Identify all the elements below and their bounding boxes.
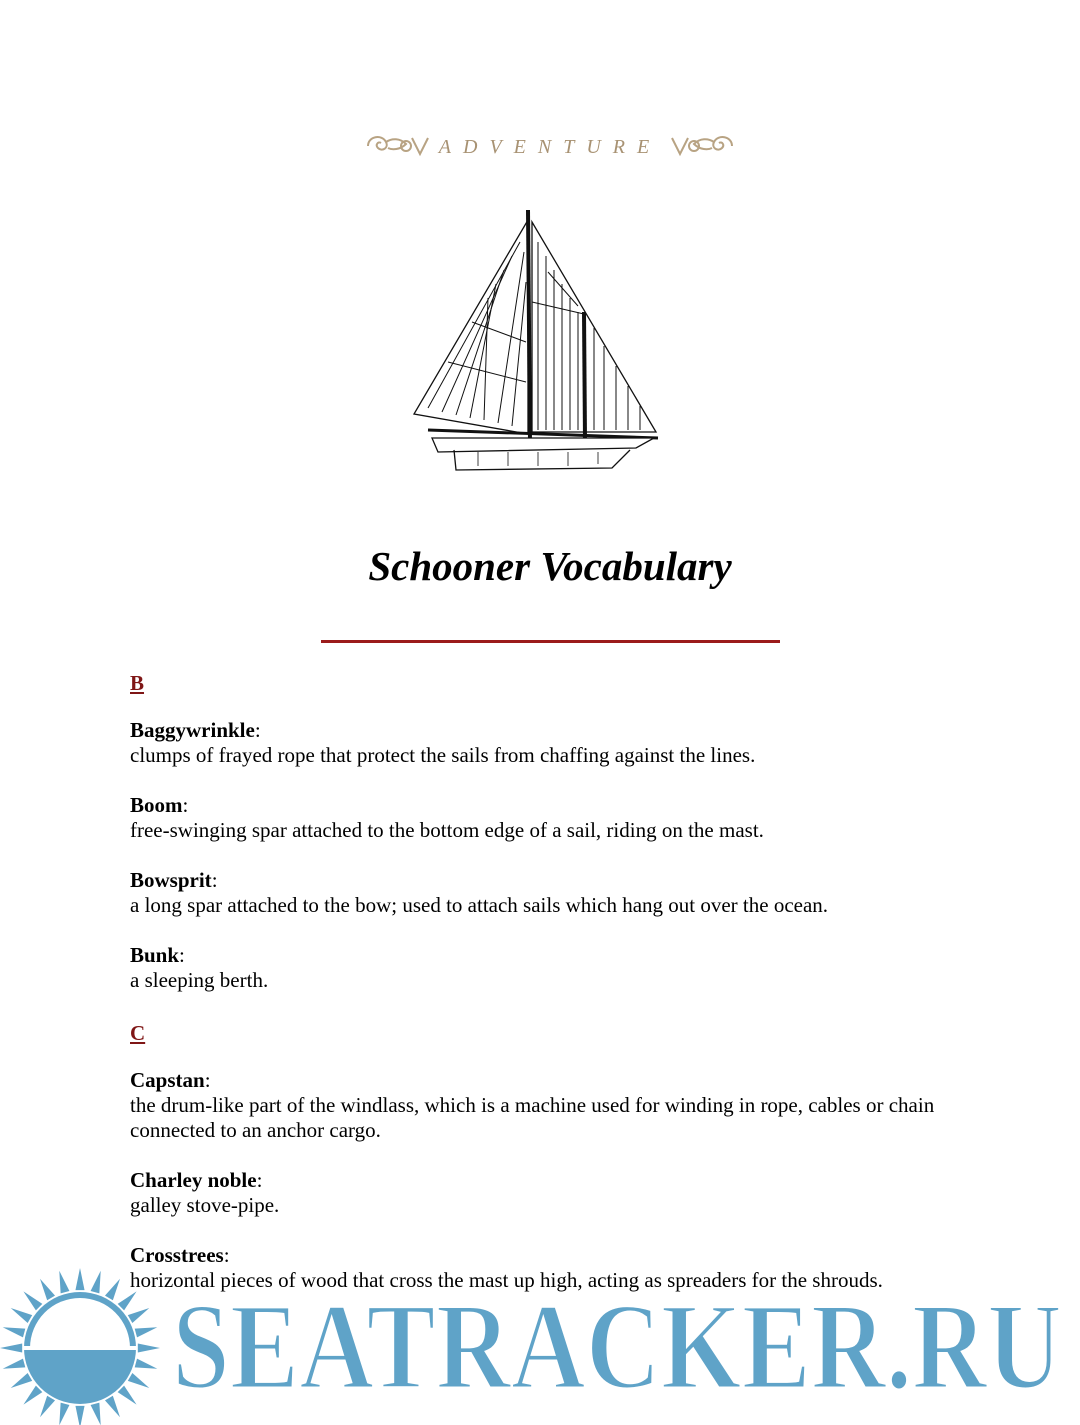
entry-term: Charley noble xyxy=(130,1168,257,1192)
glossary-entry: Charley noble: galley stove-pipe. xyxy=(130,1168,990,1218)
entry-definition: a sleeping berth. xyxy=(130,968,269,992)
glossary xyxy=(130,668,990,1318)
glossary-entry: Crosstrees: horizontal pieces of wood that cross the mast up high, acting as spreaders for the shrouds. xyxy=(130,1243,990,1293)
schooner-illustration xyxy=(408,202,664,482)
entry-term: Boom xyxy=(130,793,183,817)
entry-term: Baggywrinkle xyxy=(130,718,255,742)
page-title: Schooner Vocabulary xyxy=(368,543,732,589)
seatracker-watermark xyxy=(0,1266,1080,1425)
entry-term: Capstan xyxy=(130,1068,205,1092)
sun-icon xyxy=(0,1268,160,1425)
entry-definition: horizontal pieces of wood that cross the mast up high, acting as spreaders for the shrouds. xyxy=(130,1268,883,1292)
entry-definition: a long spar attached to the bow; used to attach sails which hang out over the ocean. xyxy=(130,893,829,917)
glossary-entry: Bowsprit: a long spar attached to the bow; used to attach sails which hang out over the ocean. xyxy=(130,868,990,918)
glossary-entry: Bunk: a sleeping berth. xyxy=(130,943,990,993)
watermark-text: SEATRACKER.RU xyxy=(172,1278,1062,1415)
entry-term: Bunk xyxy=(130,943,180,967)
glossary-entry: Boom: free-swinging spar attached to the bottom edge of a sail, riding on the mast. xyxy=(130,793,990,843)
glossary-entry: Baggywrinkle: clumps of frayed rope that protect the sails from chaffing against the lines. xyxy=(130,718,990,768)
entry-definition: free-swinging spar attached to the bottom edge of a sail, riding on the mast. xyxy=(130,818,764,842)
entry-definition: galley stove-pipe. xyxy=(130,1193,280,1217)
section-letter-c[interactable]: C xyxy=(130,1021,146,1045)
entry-definition: clumps of frayed rope that protect the sails from chaffing against the lines. xyxy=(130,743,756,767)
entry-definition: the drum-like part of the windlass, which is a machine used for winding in rope, cables or chain connected to an anchor cargo. xyxy=(130,1093,935,1142)
entry-term: Bowsprit xyxy=(130,868,212,892)
banner-text: ADVENTURE xyxy=(438,136,662,158)
glossary-entry: Capstan: the drum-like part of the windlass, which is a machine used for winding in rope, cables or chain connected to an anchor cargo. xyxy=(130,1068,990,1143)
adventure-banner-logo xyxy=(362,128,738,164)
entry-term: Crosstrees xyxy=(130,1243,224,1267)
section-letter-b[interactable]: B xyxy=(130,671,145,695)
title-divider xyxy=(321,640,780,643)
